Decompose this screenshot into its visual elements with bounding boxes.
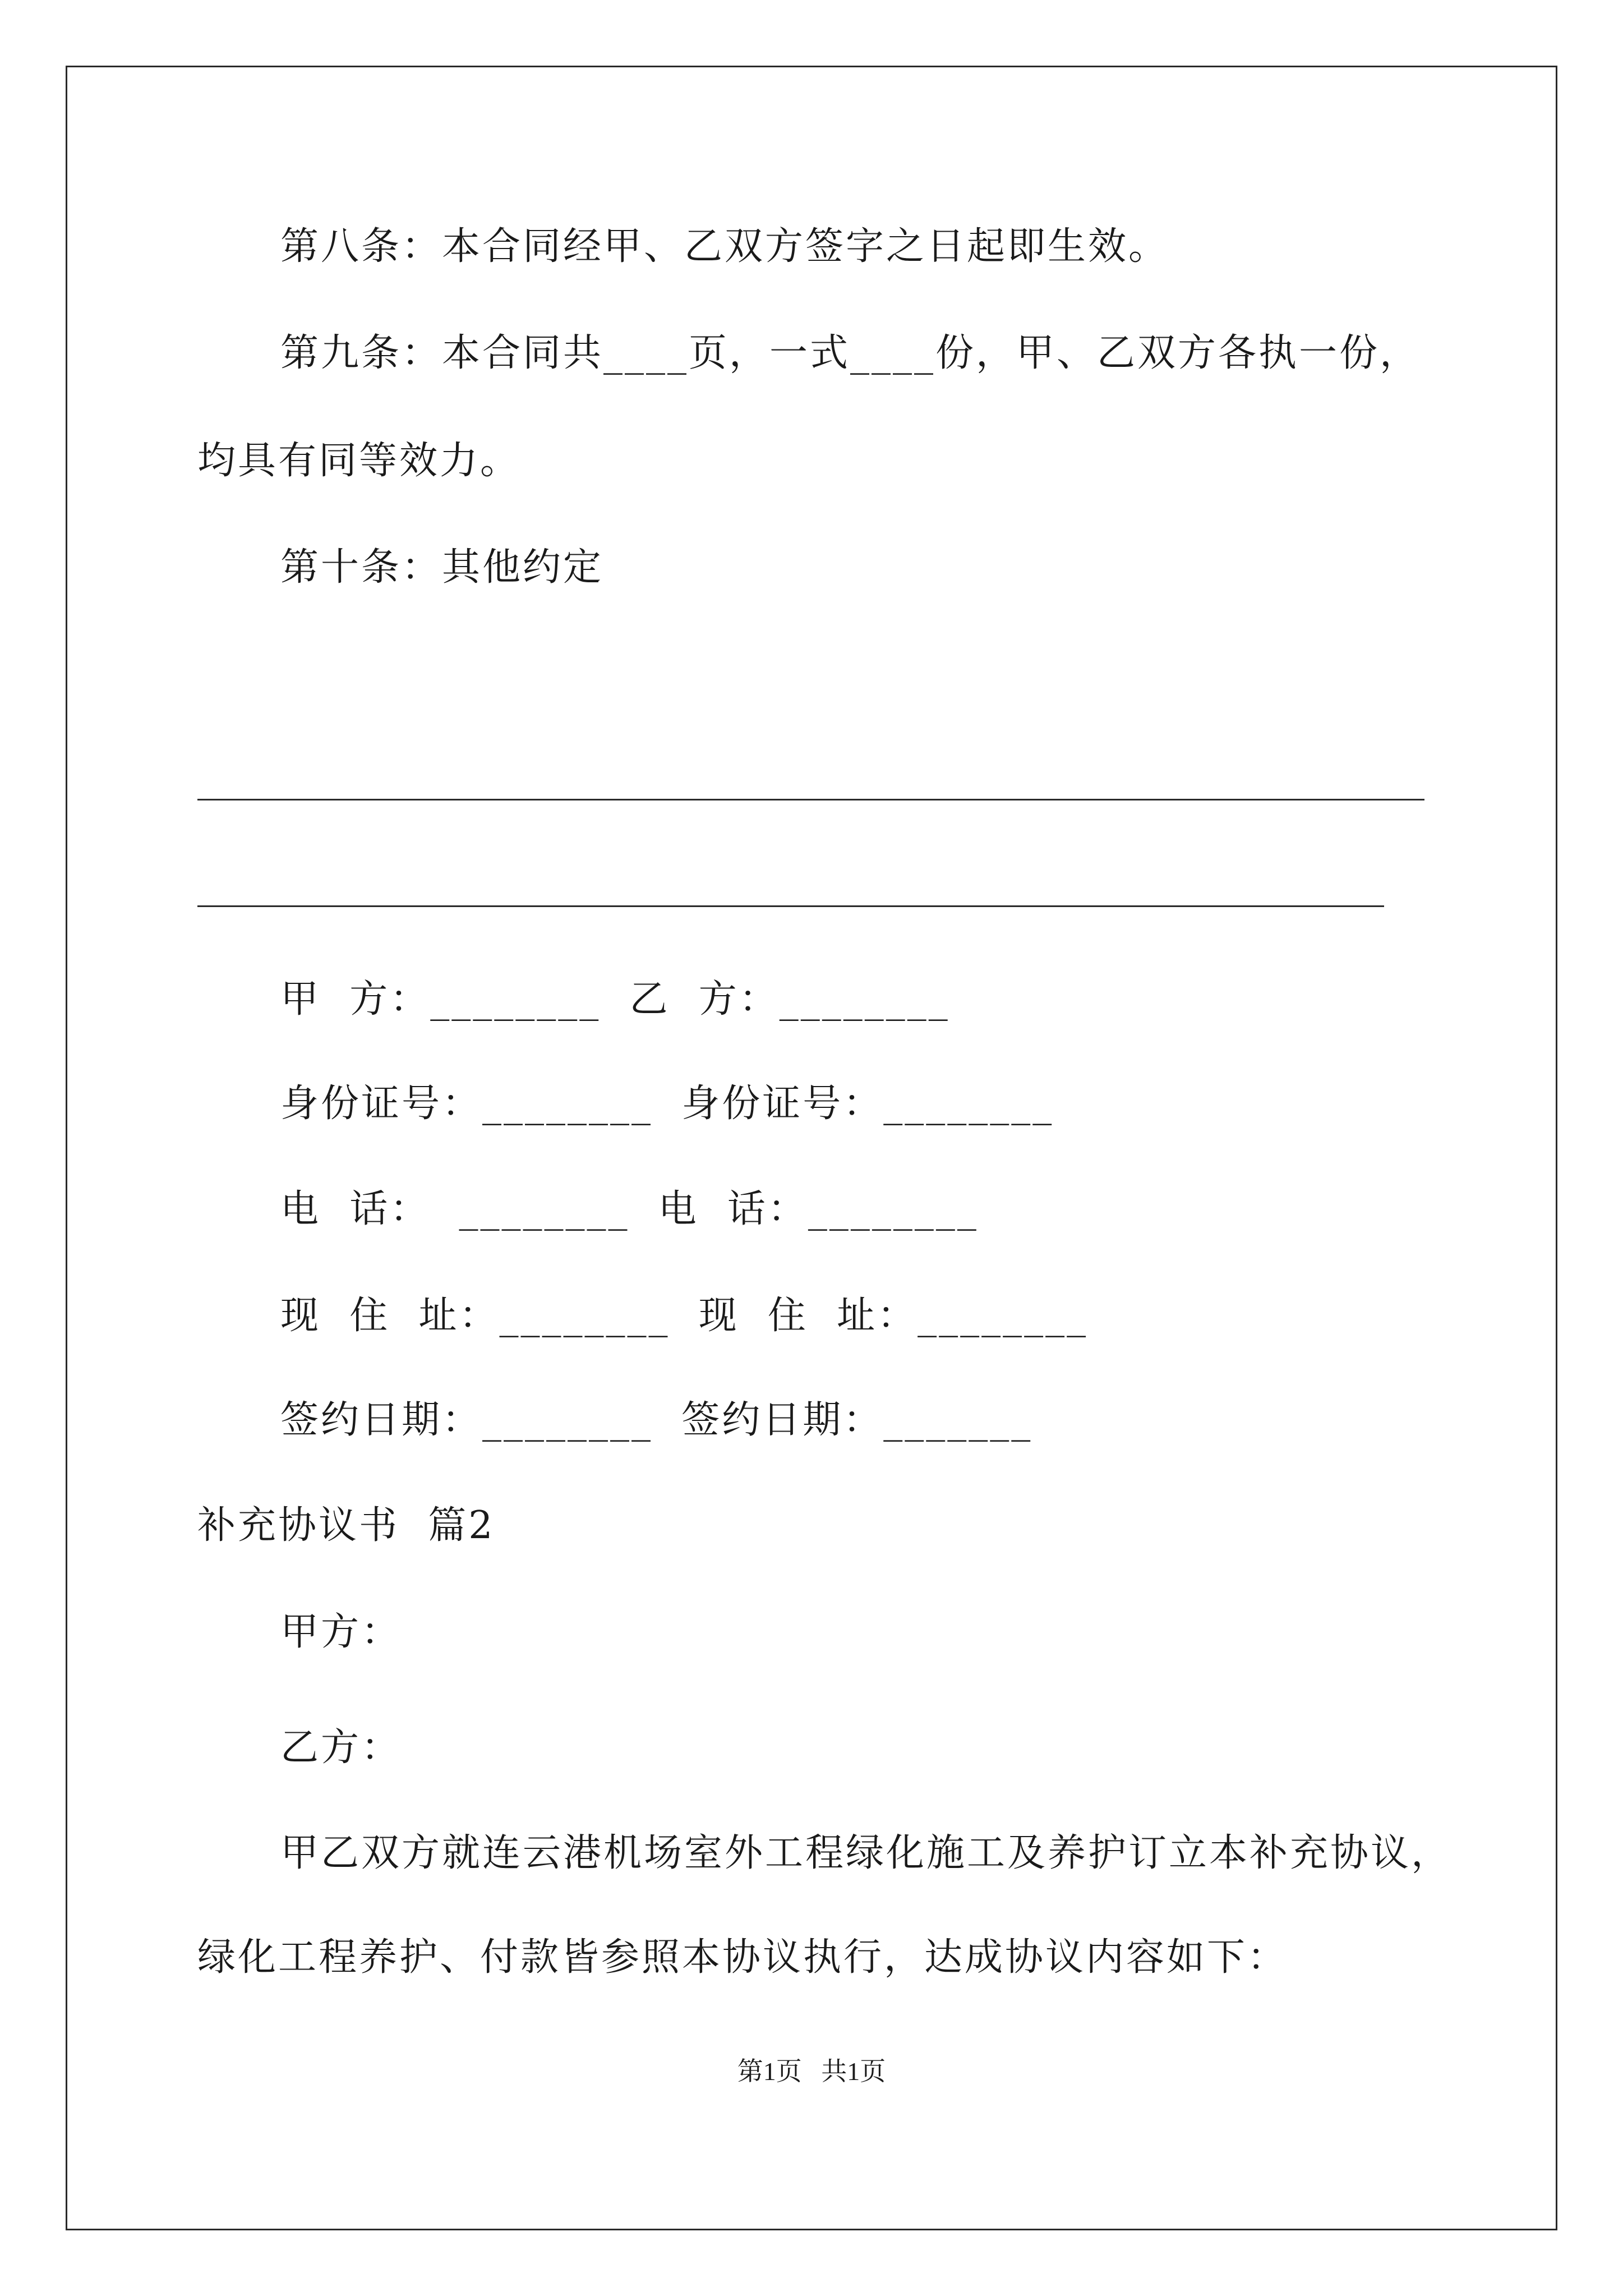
phone-row: 电 话： ________ 电 话：________ xyxy=(280,1187,979,1231)
article-9: 第九条：本合同共____页，一式____份，甲、乙双方各执一份， xyxy=(280,331,1421,375)
agreement-intro: 甲乙双方就连云港机场室外工程绿化施工及养护订立本补充协议， xyxy=(280,1831,1452,1875)
section-heading: 补充协议书 篇2 xyxy=(197,1503,495,1548)
article-8: 第八条：本合同经甲、乙双方签字之日起即生效。 xyxy=(280,224,1169,269)
article-9-continued: 均具有同等效力。 xyxy=(197,439,521,483)
agreement-intro-continued: 绿化工程养护、付款皆参照本协议执行，达成协议内容如下： xyxy=(197,1935,1288,1980)
blank-line-1 xyxy=(197,799,1424,800)
party-a-label: 甲方： xyxy=(280,1610,402,1654)
article-10: 第十条：其他约定 xyxy=(280,545,604,590)
party-signature-row: 甲 方：________ 乙 方：________ xyxy=(280,977,950,1022)
blank-line-2 xyxy=(197,905,1384,907)
party-b-label: 乙方： xyxy=(280,1726,402,1770)
id-number-row: 身份证号：________ 身份证号：________ xyxy=(280,1082,1054,1126)
page-footer: 第1页 共1页 xyxy=(737,2057,886,2086)
address-row: 现 住 址：________ 现 住 址：________ xyxy=(280,1294,1089,1338)
sign-date-row: 签约日期：________ 签约日期：_______ xyxy=(280,1398,1033,1442)
page-border xyxy=(66,66,1557,2230)
